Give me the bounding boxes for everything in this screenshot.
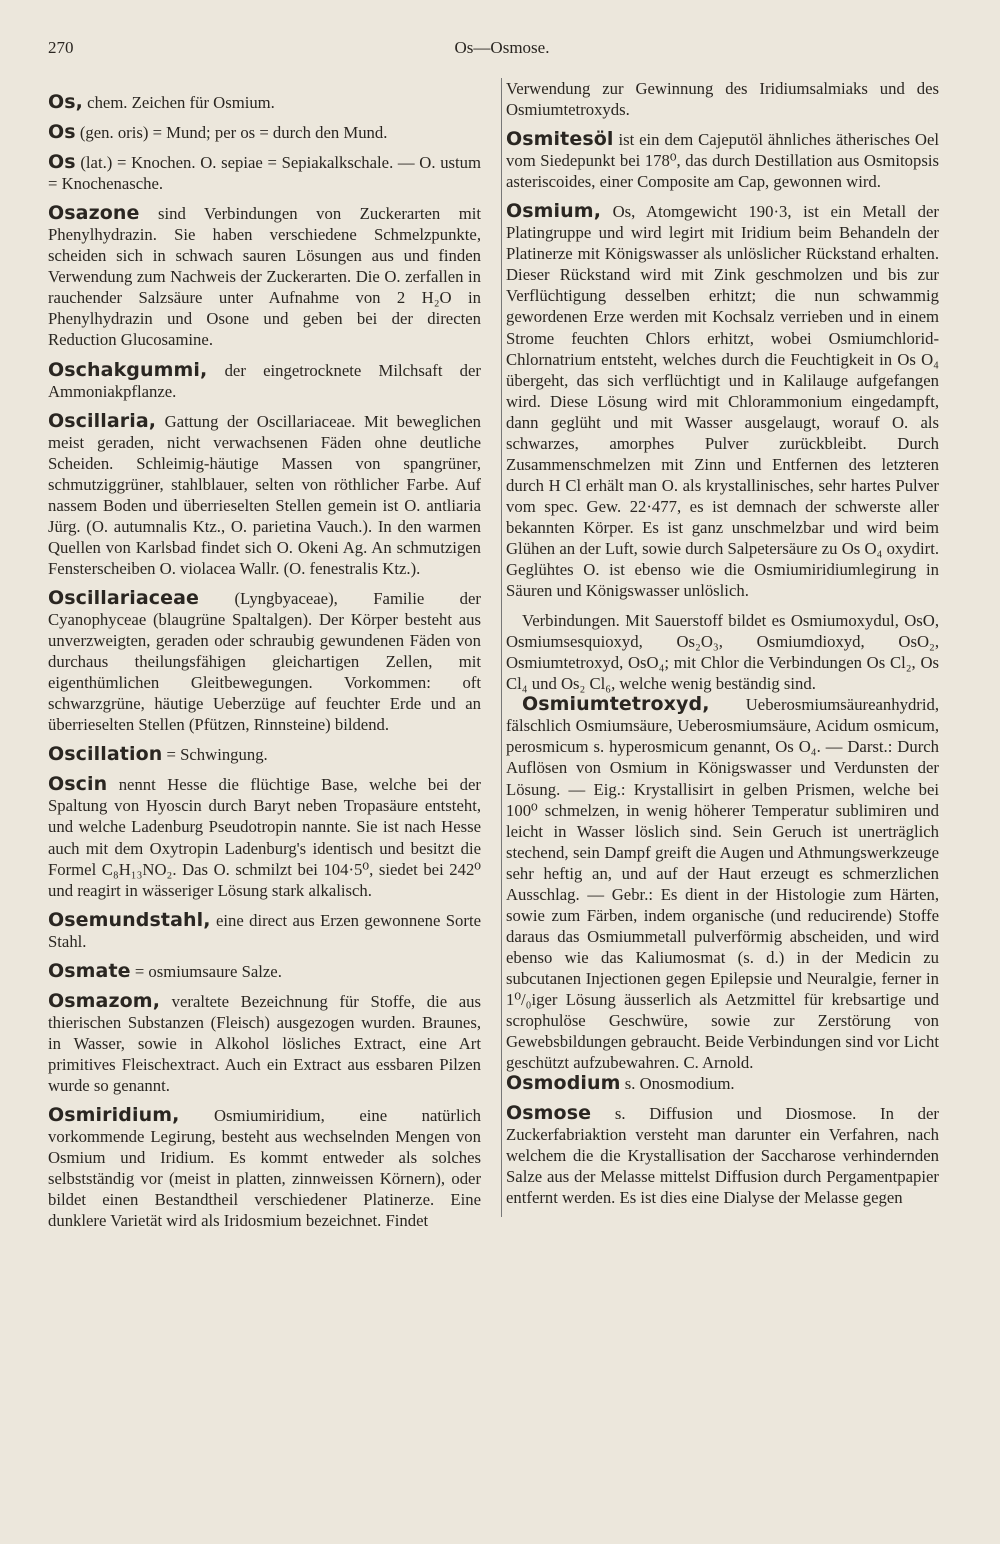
- entry-text: Ueberosmiumsäureanhydrid, fälschlich Osmiumsäure, Ueberosmiumsäure, Acidum osmicum, perosmicum s. hyperosmicum genannt, Os O₄. — Darst.: Durch Auflösen von Osmium in Königswasser und Verdunsten der Lösung. — Eig.: Krystallisirt in gelben Prismen, welche bei 100⁰ schmelzen, in wenig höherer Temperatur sublimiren und leicht in Wasser löslich sind. Sein Geruch ist unerträglich stechend, sein Dampf greift die Augen und Athmungswerkzeuge sehr heftig an, und auf der Haut erzeugt es schmerzlichen Ausschlag. — Gebr.: Es dient in der Histologie zum Härten, sowie zum Färben, indem organische (und reducirende) Stoffe daraus das Osmiummetall pulverförmig abscheiden, und wird ebenso wie das Kaliumosmat (s. d.) in der Medicin zu subcutanen Injectionen gegen Epilepsie und Neuralgie, ferner in 1⁰/₀iger Lösung äusserlich als Aetzmittel für krebsartige und scrophulöse Geschwüre, sowie zur Zerstörung von Gewebsbildungen gebraucht. Beide Verbindungen sind vor Licht geschützt aufzubewahren. C. Arnold.: [506, 695, 940, 1073]
- entry-text: Osmiumiridium, eine natürlich vorkommende Legirung, besteht aus wechselnden Mengen von Osmium und Iridium. Es kommt entweder als solches selbstständig vor (meist in platten, zinnweissen Körnern), oder bildet einen Bestandtheil verschiedener Platinerze. Eine dunklere Varietät wird als Iridosmium bezeichnet. Findet: [48, 1106, 481, 1231]
- dictionary-entry: [48, 92, 481, 113]
- dictionary-entry: [48, 991, 481, 1096]
- entry-text: chem. Zeichen für Osmium.: [82, 93, 275, 112]
- dictionary-entry: [48, 360, 481, 402]
- dictionary-entry: [48, 744, 481, 765]
- dictionary-entry: [48, 910, 481, 952]
- entry-text: s. Onosmodium.: [620, 1074, 735, 1094]
- dictionary-entry: [506, 78, 939, 120]
- entry-headword: Osmate: [48, 959, 131, 982]
- dictionary-entry: [48, 1105, 481, 1231]
- entry-headword: Osazone: [48, 202, 140, 225]
- entry-headword: Os: [48, 121, 76, 144]
- entry-text: (Lyngbyaceae), Familie der Cyanophyceae (blaugrüne Spaltalgen). Der Körper besteht aus unverzweigten, geraden oder schraubig gewundenen Fäden von durchaus theilungsfähigen gleichartigen Zellen, mit eigenthümlichen Gleitbewegungen. Vorkommen: oft schwarzgrüne, häutige Ueberzüge auf feuchter Erde und an überrieselten Stellen (Pfützen, Rinnsteine) bildend.: [48, 588, 481, 735]
- page-header: [48, 38, 956, 78]
- entry-headword: Osmiumtetroxyd,: [522, 693, 710, 716]
- entry-text: = osmiumsaure Salze.: [130, 961, 282, 981]
- dictionary-entry: [506, 1103, 939, 1208]
- dictionary-entry: [506, 1073, 939, 1094]
- entry-headword: Osmodium: [506, 1072, 621, 1095]
- entry-text: (gen. oris) = Mund; per os = durch den Mund.: [75, 123, 388, 143]
- entry-text: der eingetrocknete Milchsaft der Ammoniakpflanze.: [48, 360, 481, 401]
- entry-headword: Osmium,: [506, 200, 602, 223]
- right-column: [501, 78, 939, 1217]
- entry-headword: Os,: [48, 91, 83, 113]
- dictionary-entry: [48, 203, 481, 350]
- dictionary-entry: [48, 961, 481, 982]
- entry-text: s. Diffusion und Diosmose. In der Zuckerfabriaktion versteht man darunter ein Verfahren, nach welchem die die Krystallisation der Saccharose verhindernden Salze aus der Melasse mittelst Diffusion durch Pergamentpapier entfernt werden. Es ist dies eine Dialyse der Melasse gegen: [506, 1104, 939, 1208]
- entry-headword: Osmazom,: [48, 989, 161, 1012]
- dictionary-entry: [506, 201, 939, 601]
- dictionary-entry: [506, 694, 939, 1073]
- dictionary-entry: [48, 588, 481, 735]
- entry-text: Os, Atomgewicht 190·3, ist ein Metall der Platingruppe und wird legirt mit Iridium beim Behandeln der Platinerze mit Königswasser als unlöslicher Rückstand erhalten. Dieser Rückstand wird mit Zink geschmolzen und bis zur Verflüchtigung desselben erhitzt; die nun schwammig gewordenen Erze werden mit Kochsalz verrieben und in einem Strome feuchten Chlors erhitzt, wobei Osmiumchlorid-Chlornatrium entsteht, welches durch die Feuchtigkeit in Os O₄ übergeht, das sich verflüchtigt und in Kalilauge aufgefangen wird. Diese Lösung wird mit Chlorammonium eingedampft, dann geglüht und mit Wasser ausgelaugt, worauf O. als schwarzes, amorphes Pulver zurückbleibt. Durch Zusammenschmelzen mit Zinn und Entfernen des letzteren durch H Cl erhält man O. als krystallinisches, sehr hartes Pulver vom spec. Gew. 22·477, es ist demnach der schwerste aller bekannten Körper. Es ist ganz unschmelzbar und wird beim Glühen an der Luft, sowie durch Salpetersäure zu Os O₄ oxydirt. Geglühtes O. ist ebenso wie die Osmiumiridiumlegirung in Säuren und Königswasser unlöslich.: [506, 202, 939, 601]
- dictionary-entry: [48, 411, 481, 579]
- page-number: 270: [48, 38, 74, 57]
- entry-headword: Osemundstahl,: [48, 908, 211, 931]
- entry-text: nennt Hesse die flüchtige Base, welche bei der Spaltung von Hyoscin durch Baryt neben Tropasäure entsteht, und welche Ladenburg Pseudotropin nannte. Sie ist nach Hesse auch mit dem Oxytropin Ladenburg's identisch und besitzt die Formel C₈H₁₃NO₂. Das O. schmilzt bei 104·5⁰, siedet bei 242⁰ und reagirt in wässeriger Lösung stark alkalisch.: [48, 775, 481, 900]
- dictionary-entry: [48, 122, 481, 143]
- dictionary-entry: [48, 774, 481, 900]
- entry-headword: Oschakgummi,: [48, 358, 208, 381]
- left-column: [48, 78, 481, 1240]
- entry-headword: Osmitesöl: [506, 128, 614, 151]
- entry-text: Verwendung zur Gewinnung des Iridiumsalmiaks und des Osmiumtetroxyds.: [506, 79, 939, 120]
- text-columns: [48, 78, 956, 1240]
- entry-headword: Oscillation: [48, 743, 163, 766]
- entry-text: Gattung der Oscillariaceae. Mit beweglichen meist geraden, nicht verwachsenen Fäden ohne deutliche Scheiden. Schleimig-häutige Massen von spangrüner, schmutziggrüner, stahlblauer, selten von röthlicher Farbe. Auf nassem Boden und überrieselten Stellen gemein ist O. antliaria Jürg. (O. autumnalis Ktz., O. parietina Vauch.). In den warmen Quellen von Karlsbad findet sich O. Okeni Ag. An schmutzigen Fensterscheiben O. violacea Wallr. (O. fenestralis Ktz.).: [48, 411, 481, 578]
- entry-headword: Osmiridium,: [48, 1104, 180, 1127]
- dictionary-entry: [48, 152, 481, 194]
- entry-text: Verbindungen. Mit Sauerstoff bildet es Osmiumoxydul, OsO, Osmiumsesquioxyd, Os₂O₃, Osmiumdioxyd, OsO₂, Osmiumtetroxyd, OsO₄; mit Chlor die Verbindungen Os Cl₂, Os Cl₄ und Os₂ Cl₆, welche wenig beständig sind.: [506, 611, 939, 694]
- running-title: Os—Osmose.: [454, 38, 550, 57]
- entry-headword: Oscin: [48, 773, 108, 796]
- entry-text: (lat.) = Knochen. O. sepiae = Sepiakalkschale. — O. ustum = Knochenasche.: [48, 153, 481, 194]
- entry-text: sind Verbindungen von Zuckerarten mit Phenylhydrazin. Sie haben verschiedene Schmelzpunkte, scheiden sich in schwach sauren Lösungen aus und finden Verwendung zum Nachweis der Zuckerarten. Die O. zerfallen in rauchender Salzsäure unter Aufnahme von 2 H₂O in Phenylhydrazin und Osone und geben bei der directen Reduction Glucosamine.: [48, 204, 481, 350]
- entry-headword: Oscillariaceae: [48, 586, 200, 609]
- entry-headword: Oscillaria,: [48, 409, 157, 432]
- entry-text: veraltete Bezeichnung für Stoffe, die aus thierischen Substanzen (Fleisch) ausgezogen wurden. Braunes, in Wasser, sowie in Alkohol lösliches Extract, eine Art primitives Fleischextract. Auch ein Extract aus essbaren Pilzen wurde so genannt.: [48, 991, 481, 1095]
- entry-text: eine direct aus Erzen gewonnene Sorte Stahl.: [48, 910, 481, 951]
- dictionary-entry: [506, 610, 939, 694]
- dictionary-entry: [506, 129, 939, 192]
- entry-text: = Schwingung.: [162, 745, 268, 765]
- entry-text: ist ein dem Cajeputöl ähnliches ätherisches Oel vom Siedepunkt bei 178⁰, das durch Destillation aus Osmitopsis asteriscoides, einer Composite am Cap, gewonnen wird.: [506, 130, 939, 192]
- entry-headword: Osmose: [506, 1102, 592, 1125]
- entry-headword: Os: [48, 151, 76, 174]
